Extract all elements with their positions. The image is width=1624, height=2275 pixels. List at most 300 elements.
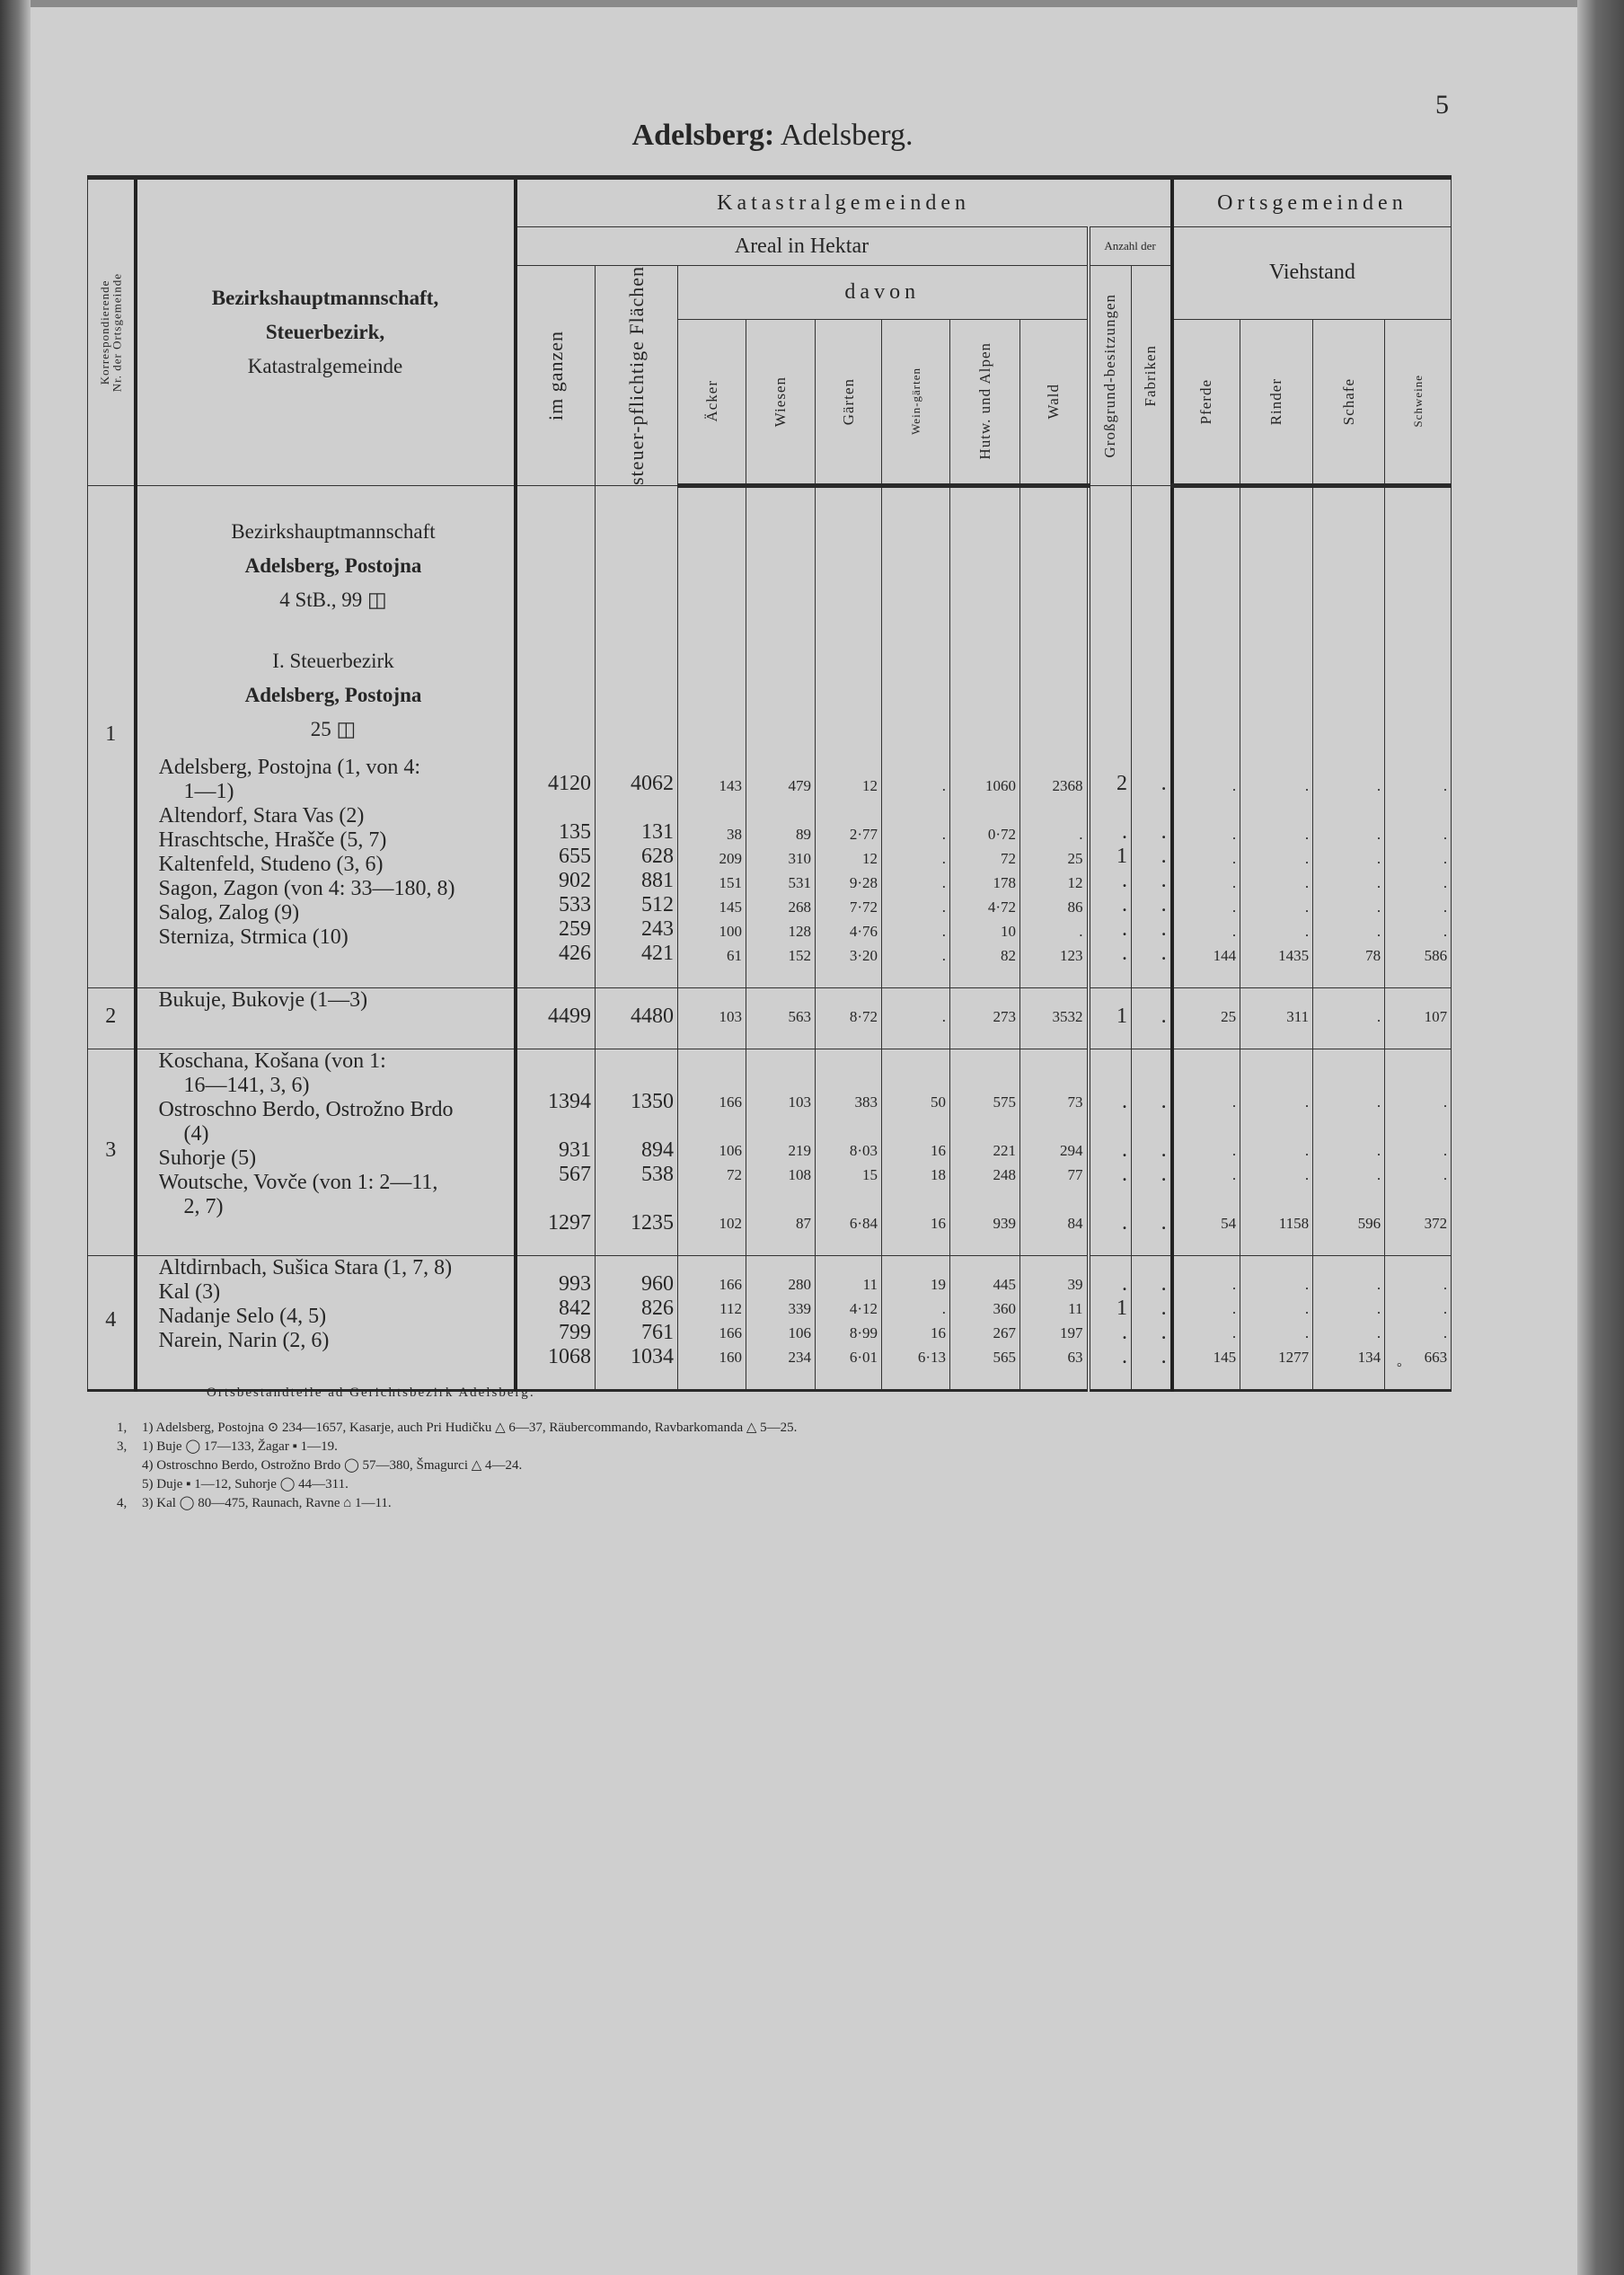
cell-value: . [1443,898,1448,916]
footnote-text: 1) Adelsberg, Postojna ⊙ 234—1657, Kasarje, auch Pri Hudičku △ 6—37, Räubercommando, Ravbarkomanda △ 5—25. [142,1421,798,1435]
cell-value: . [1443,776,1448,794]
cell-value: 39 [1067,1275,1083,1293]
cell-value: 565 [993,1348,1016,1366]
statistics-table [87,175,1452,1392]
cell-value: . [1231,1141,1237,1159]
cell-value: . [1161,1089,1167,1113]
cell-value: 7·72 [849,898,878,916]
cell-value: 151 [719,873,742,891]
cell-value: 145 [719,898,742,916]
header-anzahl: Anzahl der [1089,227,1172,266]
place-name: Ostroschno Berdo, Ostrožno Brdo [158,1097,454,1121]
cell-value: 538 [641,1162,674,1186]
cell-value: . [1161,1138,1167,1162]
cell-value: 663 [1424,1348,1448,1366]
blank-line [950,1114,1016,1138]
cell-value: . [1231,849,1237,867]
cell-value: 993 [559,1271,591,1296]
cell-value: . [1161,941,1167,965]
header-col-fabriken: Fabriken [1132,266,1172,486]
cell-value: 2·77 [849,825,878,843]
cell-value: . [1161,892,1167,916]
footnote-line [117,1419,797,1438]
cell-value: 72 [1001,849,1016,867]
cell-value: . [1161,868,1167,892]
cell-value: . [1161,1004,1167,1028]
value-column-großgrund-besitzungen [1089,485,1132,987]
cell-value: 166 [719,1093,742,1111]
value-column-steuer-pflichtige-flächen [596,1255,678,1390]
blank-line [1090,1187,1128,1211]
cell-value: . [1304,825,1310,843]
cell-value: . [1122,1138,1127,1162]
blank-line [882,798,946,822]
cell-value: . [1376,776,1381,794]
cell-value: . [1376,1165,1381,1183]
cell-value: 11 [1068,1299,1083,1317]
cell-value: . [1231,898,1237,916]
value-column-äcker [678,1255,746,1390]
cell-value: 1 [1116,1296,1127,1320]
cell-value: 655 [559,844,591,868]
katastralgemeinde-names [136,987,516,1049]
header-katastralgemeinden: Katastralgemeinden [516,178,1172,227]
ortsgemeinde-number: 1 [88,485,136,987]
intro-spacer [678,504,742,774]
value-column-im-ganzen [516,485,596,987]
cell-value: 12 [862,776,878,794]
cell-value: 25 [1067,849,1083,867]
intro-spacer [1174,504,1237,774]
cell-value: 166 [719,1275,742,1293]
value-column-wein-gärten [882,987,950,1049]
cell-value: 1297 [548,1210,591,1235]
place-name: Hraschtsche, Hrašče (5, 7) [158,828,387,852]
cell-value: 73 [1067,1093,1083,1111]
cell-value: . [941,898,946,916]
intro-stb-label: I. Steuerbezirk [272,649,394,672]
cell-value: 445 [993,1275,1016,1293]
blank-line [1174,1114,1237,1138]
value-column-gärten [816,1049,882,1255]
cell-value: 512 [641,892,674,916]
cell-value: . [1443,1165,1448,1183]
blank-line [1174,1187,1237,1211]
cell-value: . [1304,776,1310,794]
cell-value: . [1443,1299,1448,1317]
cell-value: 16 [931,1214,946,1232]
cell-value: . [1161,1320,1167,1344]
cell-value: 267 [993,1323,1016,1341]
cell-value: . [1231,1323,1237,1341]
value-column-schafe [1313,1049,1385,1255]
cell-value: 1158 [1278,1214,1310,1232]
value-column-schafe [1313,1255,1385,1390]
value-column-äcker [678,1049,746,1255]
place-name: Sterniza, Strmica (10) [158,925,349,949]
value-column-großgrund-besitzungen [1089,987,1132,1049]
cell-value: . [1304,1275,1310,1293]
value-column-wald [1020,1255,1089,1390]
footnote-line [117,1456,797,1475]
cell-value: 87 [796,1214,811,1232]
cell-value: 567 [559,1162,591,1186]
blank-line [816,798,878,822]
intro-spacer [1132,502,1167,772]
header-col-hutweiden: Hutw. und Alpen [950,319,1020,485]
value-column-großgrund-besitzungen [1089,1255,1132,1390]
intro-spacer [1090,502,1128,772]
cell-value: 842 [559,1296,591,1320]
cell-value: 586 [1424,946,1448,964]
cell-value: 100 [719,922,742,940]
cell-value: 63 [1067,1348,1083,1366]
header-col-wald: Wald [1020,319,1089,485]
place-name: Adelsberg, Postojna (1, von 4: [158,755,421,779]
cell-value: . [1231,1093,1237,1111]
place-name: (4) [183,1121,209,1146]
blank-line [1020,1066,1083,1090]
cell-value: 131 [641,819,674,844]
cell-value: 531 [788,873,811,891]
value-column-wein-gärten [882,485,950,987]
cell-value: 311 [1286,1007,1310,1025]
place-name: Kal (3) [158,1279,221,1304]
cell-value: 902 [559,868,591,892]
header-ortsgemeinden: Ortsgemeinden [1172,178,1452,227]
district-intro [159,486,508,756]
cell-value: 4480 [631,1004,674,1028]
cell-value: 1394 [548,1089,591,1113]
blank-line [1132,1187,1167,1211]
place-name: Koschana, Košana (von 1: [158,1049,386,1073]
cell-value: 2368 [1052,776,1083,794]
cell-value: 18 [931,1165,946,1183]
blank-line [1020,1114,1083,1138]
cell-value: 6·01 [849,1348,878,1366]
blank-line [1385,1114,1447,1138]
cell-value: 112 [719,1299,742,1317]
blank-line [678,1187,742,1211]
blank-line [1313,1114,1381,1138]
place-name: Suhorje (5) [158,1146,257,1170]
cell-value: 1235 [631,1210,674,1235]
cell-value: 4062 [631,771,674,795]
cell-value: . [1161,844,1167,868]
cell-value: . [1443,1323,1448,1341]
cell-value: . [1231,922,1237,940]
value-column-steuer-pflichtige-flächen [596,485,678,987]
cell-value: 4·76 [849,922,878,940]
cell-value: 628 [641,844,674,868]
value-column-schafe [1313,987,1385,1049]
cell-value: . [1161,916,1167,941]
intro-spacer [596,502,674,772]
intro-spacer [882,504,946,774]
value-column-hutw-und-alpen [950,987,1020,1049]
cell-value: . [1161,1344,1167,1368]
table-row [88,987,1452,1049]
footnote-text: 1) Buje ◯ 17—133, Žagar ▪ 1—19. [142,1439,338,1454]
value-column-gärten [816,485,882,987]
cell-value: 1034 [631,1344,674,1368]
intro-stb-name: Adelsberg, Postojna [244,683,422,706]
cell-value: 1350 [631,1089,674,1113]
cell-value: 135 [559,819,591,844]
value-column-rinder [1240,987,1313,1049]
cell-value: . [941,922,946,940]
blank-line [746,798,811,822]
value-column-äcker [678,485,746,987]
cell-value: . [1376,1275,1381,1293]
value-column-schweine [1385,987,1452,1049]
cell-value: . [1376,922,1381,940]
footnote-key: 1, [117,1421,128,1435]
intro-bh-name: Adelsberg, Postojna [244,553,422,577]
cell-value: 799 [559,1320,591,1344]
blank-line [816,1066,878,1090]
cell-value: 77 [1067,1165,1083,1183]
value-column-äcker [678,987,746,1049]
header-col-aecker: Äcker [678,319,746,485]
cell-value: . [1122,1271,1127,1296]
cell-value: 11 [862,1275,878,1293]
blank-line [882,1114,946,1138]
cell-value: . [1161,1162,1167,1186]
cell-value: . [941,776,946,794]
cell-value: . [1079,825,1083,843]
value-column-wiesen [746,1255,816,1390]
scan-edge-top [0,0,1624,7]
blank-line [816,1114,878,1138]
header-areal: Areal in Hektar [516,227,1089,266]
intro-spacer [746,504,811,774]
blank-line [1385,1187,1447,1211]
katastralgemeinde-names [136,1255,516,1390]
value-column-schafe [1313,485,1385,987]
cell-value: . [1376,1323,1381,1341]
cell-value: 421 [641,941,674,965]
value-column-rinder [1240,1255,1313,1390]
value-column-steuer-pflichtige-flächen [596,1049,678,1255]
blank-line [816,1187,878,1211]
header-col-wiesen: Wiesen [746,319,816,485]
blank-line [596,796,674,820]
value-column-wein-gärten [882,1049,950,1255]
title-rest: Adelsberg. [780,119,914,152]
cell-value: . [1376,1007,1381,1025]
cell-value: 145 [1213,1348,1237,1366]
cell-value: . [1161,1296,1167,1320]
cell-value: 3·20 [849,946,878,964]
cell-value: . [1231,873,1237,891]
value-column-wald [1020,987,1089,1049]
place-name: Sagon, Zagon (von 4: 33—180, 8) [158,876,455,900]
scan-edge-right [1577,0,1624,2275]
cell-value: . [1376,873,1381,891]
cell-value: 8·03 [849,1141,878,1159]
cell-value: 575 [993,1093,1016,1111]
intro-spacer [1020,504,1083,774]
cell-value: 10 [1001,922,1016,940]
cell-value: . [1304,873,1310,891]
cell-value: 248 [993,1165,1016,1183]
cell-value: 38 [727,825,742,843]
cell-value: . [1079,922,1083,940]
footnotes-heading: Ortsbestandteile ad Gerichtsbezirk Adelsberg: [207,1385,535,1400]
blank-line [596,1066,674,1090]
footnote-line [117,1475,797,1494]
intro-spacer [1240,504,1309,774]
value-column-fabriken [1132,1049,1172,1255]
table-row [88,1049,1452,1255]
value-column-hutw-und-alpen [950,1255,1020,1390]
value-column-schweine [1385,1255,1452,1390]
cell-value: . [1304,1141,1310,1159]
cell-value: . [1231,1299,1237,1317]
cell-value: . [1122,892,1127,916]
cell-value: . [941,849,946,867]
cell-value: 103 [719,1007,742,1025]
intro-bh-label: Bezirkshauptmannschaft [231,519,436,543]
cell-value: 339 [788,1299,811,1317]
blank-line [1240,1114,1309,1138]
cell-value: 234 [788,1348,811,1366]
blank-line [1020,798,1083,822]
blank-line [1020,1187,1083,1211]
place-name: Kaltenfeld, Studeno (3, 6) [158,852,384,876]
cell-value: . [941,1007,946,1025]
cell-value: 761 [641,1320,674,1344]
place-name: Narein, Narin (2, 6) [158,1328,330,1352]
header-col-grossgrund: Großgrund-besitzungen [1089,266,1132,486]
value-column-pferde [1172,485,1240,987]
cell-value: . [1122,1162,1127,1186]
blank-line [1313,798,1381,822]
place-name: 16—141, 3, 6) [183,1073,310,1097]
cell-value: 61 [727,946,742,964]
value-column-pferde [1172,987,1240,1049]
header-col-weingaerten: Wein-gärten [882,319,950,485]
group-4 [88,1255,1452,1390]
cell-value: 78 [1365,946,1381,964]
table-row [88,485,1452,987]
cell-value: . [1161,1210,1167,1235]
blank-line [1132,796,1167,820]
ortsgemeinde-number: 2 [88,987,136,1049]
cell-value: . [1376,849,1381,867]
place-name: Salog, Zalog (9) [158,900,300,925]
value-column-rinder [1240,1049,1313,1255]
cell-value: . [1304,922,1310,940]
value-column-fabriken [1132,987,1172,1049]
cell-value: . [1443,1141,1448,1159]
value-column-gärten [816,987,882,1049]
stray-mark: ° [1397,1361,1402,1375]
cell-value: 219 [788,1141,811,1159]
cell-value: . [1231,825,1237,843]
cell-value: 1068 [548,1344,591,1368]
value-column-pferde [1172,1255,1240,1390]
blank-line [746,1187,811,1211]
title-bold: Adelsberg: [631,119,775,152]
blank-line [1385,1066,1447,1090]
cell-value: . [941,873,946,891]
blank-line [596,1114,674,1138]
header-col-schweine: Schweine [1385,319,1452,485]
group-3 [88,1049,1452,1255]
cell-value: 143 [719,776,742,794]
value-column-rinder [1240,485,1313,987]
cell-value: 16 [931,1323,946,1341]
cell-value: 1 [1116,844,1127,868]
blank-line [517,1187,592,1211]
value-column-im-ganzen [516,1255,596,1390]
value-column-fabriken [1132,1255,1172,1390]
blank-line [1313,1187,1381,1211]
cell-value: . [1376,1141,1381,1159]
cell-value: . [1443,825,1448,843]
cell-value: 103 [788,1093,811,1111]
cell-value: 123 [1060,946,1083,964]
value-column-schweine [1385,485,1452,987]
cell-value: 360 [993,1299,1016,1317]
group-1 [88,485,1452,987]
footnotes [117,1384,797,1513]
cell-value: 178 [993,873,1016,891]
cell-value: . [1443,922,1448,940]
cell-value: 1060 [985,776,1016,794]
page-title [0,119,1545,153]
blank-line [517,1114,592,1138]
blank-line [596,1187,674,1211]
cell-value: 426 [559,941,591,965]
value-column-hutw-und-alpen [950,485,1020,987]
cell-value: 563 [788,1007,811,1025]
cell-value: 4·72 [987,898,1016,916]
blank-line [950,798,1016,822]
cell-value: 134 [1357,1348,1381,1366]
cell-value: . [1122,941,1127,965]
cell-value: 82 [1001,946,1016,964]
cell-value: . [941,825,946,843]
cell-value: 25 [1221,1007,1237,1025]
value-column-schweine [1385,1049,1452,1255]
footnote-text: 3) Kal ◯ 80—475, Raunach, Ravne ⌂ 1—11. [142,1496,392,1510]
cell-value: 12 [862,849,878,867]
cell-value: . [941,1299,946,1317]
cell-value: 107 [1424,1007,1448,1025]
cell-value: . [1122,1210,1127,1235]
place-name: Woutsche, Vovče (von 1: 2—11, [158,1170,438,1194]
cell-value: 960 [641,1271,674,1296]
value-column-im-ganzen [516,1049,596,1255]
cell-value: . [1122,1344,1127,1368]
footnote-line [117,1438,797,1456]
cell-value: . [1304,1165,1310,1183]
footnote-text: 4) Ostroschno Berdo, Ostrožno Brdo ◯ 57—380, Šmagurci △ 4—24. [142,1458,523,1473]
cell-value: . [1161,1271,1167,1296]
cell-value: 273 [993,1007,1016,1025]
cell-value: . [1122,1089,1127,1113]
cell-value: 12 [1067,873,1083,891]
cell-value: . [1376,898,1381,916]
value-column-hutw-und-alpen [950,1049,1020,1255]
cell-value: . [1443,849,1448,867]
header-name: Bezirkshauptmannschaft, Steuerbezirk, Katastralgemeinde [136,178,516,486]
cell-value: . [1122,868,1127,892]
blank-line [882,1187,946,1211]
